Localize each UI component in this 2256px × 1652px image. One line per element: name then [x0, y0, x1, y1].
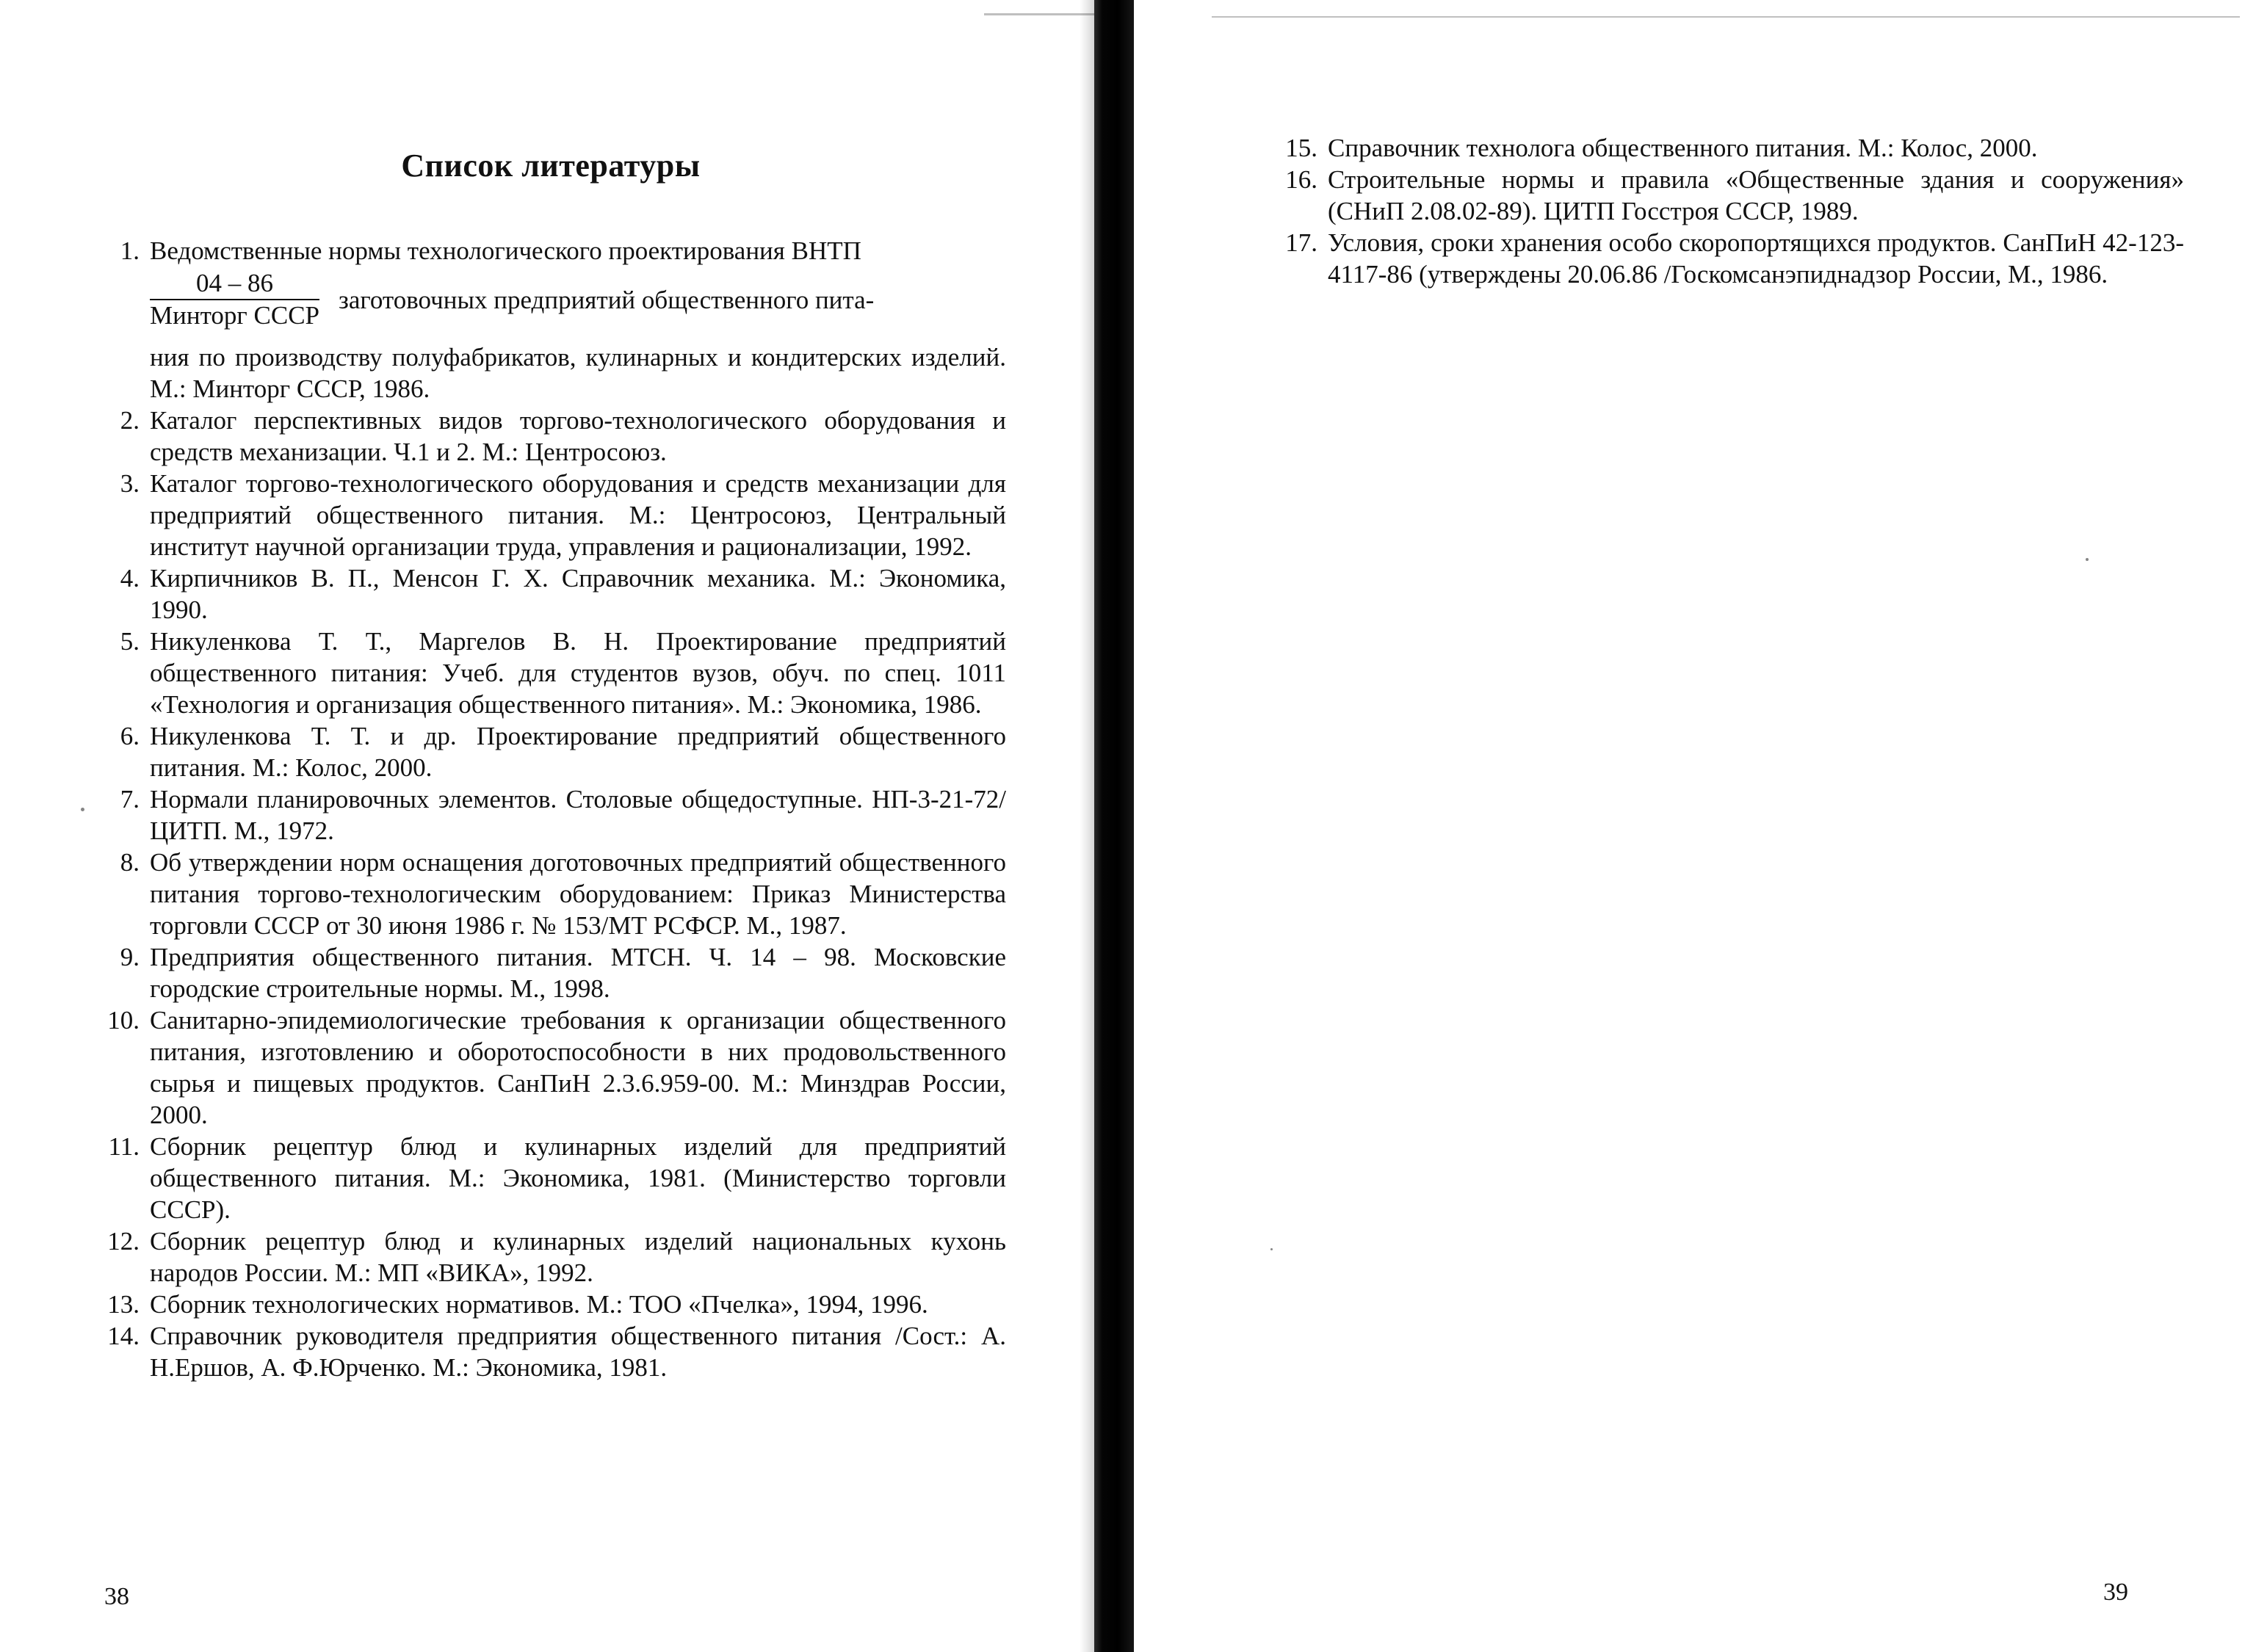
fraction: [150, 268, 319, 331]
reference-item: [81, 468, 1006, 562]
page-number: 39: [2103, 1579, 2128, 1606]
reference-number: 7.: [120, 785, 140, 814]
reference-item: [81, 562, 1006, 626]
reference-number: 1.: [120, 236, 140, 265]
reference-text: Никуленкова Т. Т., Маргелов В. Н. Проектирование предприятий общественного питания: Учеб. для студентов вузов, обуч. по спец. 1011 «Технология и организация общественного питания». М.: Экономика, 1986.: [150, 627, 1006, 719]
reference-number: 5.: [120, 627, 140, 656]
scan-speck: [1270, 1248, 1273, 1250]
reference-item: [81, 783, 1006, 847]
reference-fraction-row: [150, 268, 1006, 331]
reference-text: Санитарно-эпидемиологические требования к организации общественного питания, изготовлению и оборотоспособности в них продовольственного сырья и пищевых продуктов. СанПиН 2.3.6.959-00. М.: Минздрав России, 2000.: [150, 1006, 1006, 1129]
reference-text: Нормали планировочных элементов. Столовые общедоступные. НП-3-21-72/ЦИТП. М., 1972.: [150, 785, 1006, 845]
reference-text: Сборник рецептур блюд и кулинарных изделий национальных кухонь народов России. М.: МП «ВИКА», 1992.: [150, 1227, 1006, 1287]
reference-item: [81, 720, 1006, 783]
book-gutter-shadow: [1080, 0, 1096, 1652]
reference-text: Справочник технолога общественного питания. М.: Колос, 2000.: [1328, 134, 2038, 162]
reference-number: 12.: [107, 1227, 140, 1256]
reference-item: [81, 1004, 1006, 1131]
reference-text: Об утверждении норм оснащения доготовочных предприятий общественного питания торгово-технологическим оборудованием: Приказ Министерства торговли СССР от 30 июня 1986 г. № 153/МТ РСФСР. М., 1987.: [150, 848, 1006, 940]
reference-text: Предприятия общественного питания. МТСН. Ч. 14 – 98. Московские городские строительные нормы. М., 1998.: [150, 943, 1006, 1003]
page-number: 38: [104, 1583, 129, 1610]
reference-list: [1259, 132, 2184, 290]
reference-number: 17.: [1285, 228, 1317, 257]
reference-text: Каталог перспективных видов торгово-технологического оборудования и средств механизации. Ч.1 и 2. М.: Центросоюз.: [150, 406, 1006, 466]
fraction-denominator: Минторг СССР: [150, 301, 320, 330]
reference-item: [81, 847, 1006, 941]
page-title: Список литературы: [401, 148, 701, 184]
reference-item: [1259, 227, 2184, 290]
reference-text: Справочник руководителя предприятия общественного питания /Сост.: А. Н.Ершов, А. Ф.Юрченко. М.: Экономика, 1981.: [150, 1322, 1006, 1382]
reference-number: 8.: [120, 848, 140, 877]
reference-text: Каталог торгово-технологического оборудования и средств механизации для предприятий общественного питания. М.: Центросоюз, Центральный институт научной организации труда, управления и рационализации, 1992.: [150, 469, 1006, 561]
reference-item: [81, 941, 1006, 1004]
reference-text: Сборник рецептур блюд и кулинарных изделий для предприятий общественного питания. М.: Экономика, 1981. (Министерство торговли СССР).: [150, 1132, 1006, 1224]
reference-text: Ведомственные нормы технологического проектирования ВНТП: [150, 236, 861, 265]
reference-list: [81, 235, 1006, 1383]
reference-text: Условия, сроки хранения особо скоропортящихся продуктов. СанПиН 42-123-4117-86 (утверждены 20.06.86 /Госкомсанэпиднадзор России, М., 1986.: [1328, 228, 2184, 289]
reference-item: [81, 1225, 1006, 1289]
reference-number: 11.: [108, 1132, 140, 1161]
reference-item: [1259, 164, 2184, 227]
reference-text: заготовочных предприятий общественного пита-: [339, 285, 875, 314]
reference-number: 2.: [120, 406, 140, 435]
reference-text: Никуленкова Т. Т. и др. Проектирование предприятий общественного питания. М.: Колос, 2000.: [150, 722, 1006, 782]
reference-text: Строительные нормы и правила «Общественные здания и сооружения» (СНиП 2.08.02-89). ЦИТП Госстроя СССР, 1989.: [1328, 165, 2184, 225]
reference-item: [81, 405, 1006, 468]
book-gutter: [1094, 0, 1134, 1652]
reference-number: 16.: [1285, 165, 1317, 194]
reference-number: 3.: [120, 469, 140, 498]
reference-text: Сборник технологических нормативов. М.: ТОО «Пчелка», 1994, 1996.: [150, 1290, 928, 1319]
reference-item: [81, 235, 1006, 405]
reference-number: 14.: [107, 1322, 140, 1350]
right-page: [1134, 0, 2256, 1652]
reference-number: 9.: [120, 943, 140, 971]
reference-number: 13.: [107, 1290, 140, 1319]
left-page: [0, 0, 1094, 1652]
scan-speck: [2086, 558, 2089, 561]
reference-number: 15.: [1285, 134, 1317, 162]
reference-number: 4.: [120, 564, 140, 593]
reference-item: [81, 1289, 1006, 1320]
reference-text: ния по производству полуфабрикатов, кулинарных и кондитерских изделий. М.: Минторг СССР, 1986.: [150, 343, 1006, 403]
reference-item: [81, 626, 1006, 720]
reference-item: [81, 1320, 1006, 1383]
reference-text: Кирпичников В. П., Менсон Г. Х. Справочник механика. М.: Экономика, 1990.: [150, 564, 1006, 624]
reference-item: [1259, 132, 2184, 164]
reference-number: 6.: [120, 722, 140, 750]
scan-speck: [81, 808, 84, 811]
fraction-numerator: 04 – 86: [150, 268, 319, 300]
reference-number: 10.: [107, 1006, 140, 1035]
reference-item: [81, 1131, 1006, 1225]
